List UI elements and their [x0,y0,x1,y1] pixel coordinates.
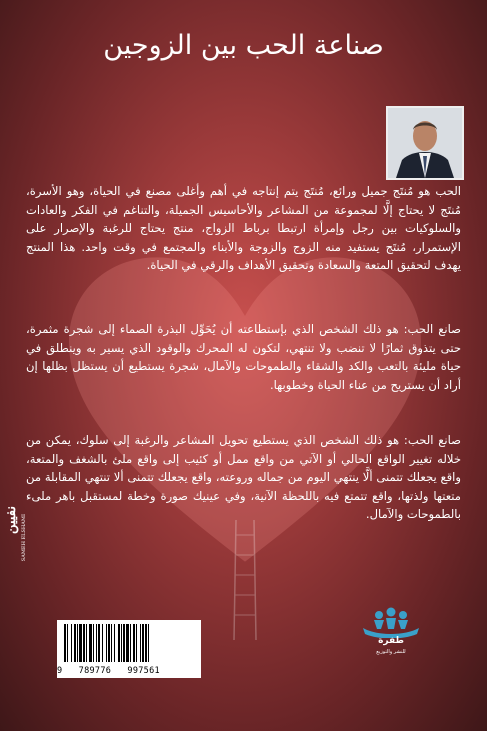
intro-paragraph: الحب هو مُنتَج جميل ورائع، مُنتَج يتم إنتاجه في أهم وأغلى مصنع في الحياة، وهو الأسرة، مُنتَج لا يحتاج إلَّا لمجموعة من المشاعر والأحاسيس الجميلة، والتناغم في الفكر والعادات والسلوكيات بين رجل وإمرأة ارتبطا برباط الزواج، منتج يحتاج للرغبة والإصرار على الإستمرار، مُنتَج يستفيد منه الزوج والزوجة والأبناء والمجتمع في وقت واحد. هذا المنتج يهدف لتحقيق المتعة والسعادة وتحقيق الأهداف والرقي في الحياة. [26,184,461,273]
publisher-tagline: للنشر والتوزيع [376,649,406,655]
love-maker-paragraph-2: صانع الحب: هو ذلك الشخص الذي يستطيع تحويل المشاعر والرغبة إلى سلوك، يمكن من خلاله تغيير الواقع الحالي أو الآتي من واقع ممل أو كئيب إلى واقع ملئ بالشغف والمتعة، واقع يجعلك تتمنى ألَّا ينتهي اليوم من جماله وروعته، واقع يجعلك تتمنى ألا تنتهي المقابلة من متعتها ولذتها، واقع تتمتع فيه باللحظة الآنية، وفي عينيك صورة وخطة لمستقبل باهر ملىء بالطموحات والآمال. [26,433,461,522]
isbn-barcode [57,620,201,678]
isbn-digits: 9 789776 997561 [57,666,160,676]
author-photo [386,106,464,180]
publisher-name: طفرة [378,636,404,646]
publisher-icon [357,606,425,638]
barcode-bars [62,624,196,662]
publisher-logo [357,606,425,660]
book-title: صناعة الحب بين الزوجين [103,30,384,61]
love-maker-paragraph-1: صانع الحب: هو ذلك الشخص الذي بإستطاعته أن يُحَوِّل البذرة الصماء إلى شجرة مثمرة، حتى يتذوق ثمارًا لا تنضب ولا تنتهي، لتكون له المحرك والوقود الذي يسير به وينطلق في حياة مليئة بالتعب والكد والشقاء والطموحات والآمال، شجرة يستطيع أن يستظل بظلها إن أراد أن يستريح من عناء الحياة وخطوبها. [26,322,461,392]
side-logo-text: نفيين [4,506,19,534]
side-logo-subtext: SAMEH ELSHAMI [21,514,27,562]
author-signature-logo [4,506,30,602]
ladder-decoration [230,520,260,640]
